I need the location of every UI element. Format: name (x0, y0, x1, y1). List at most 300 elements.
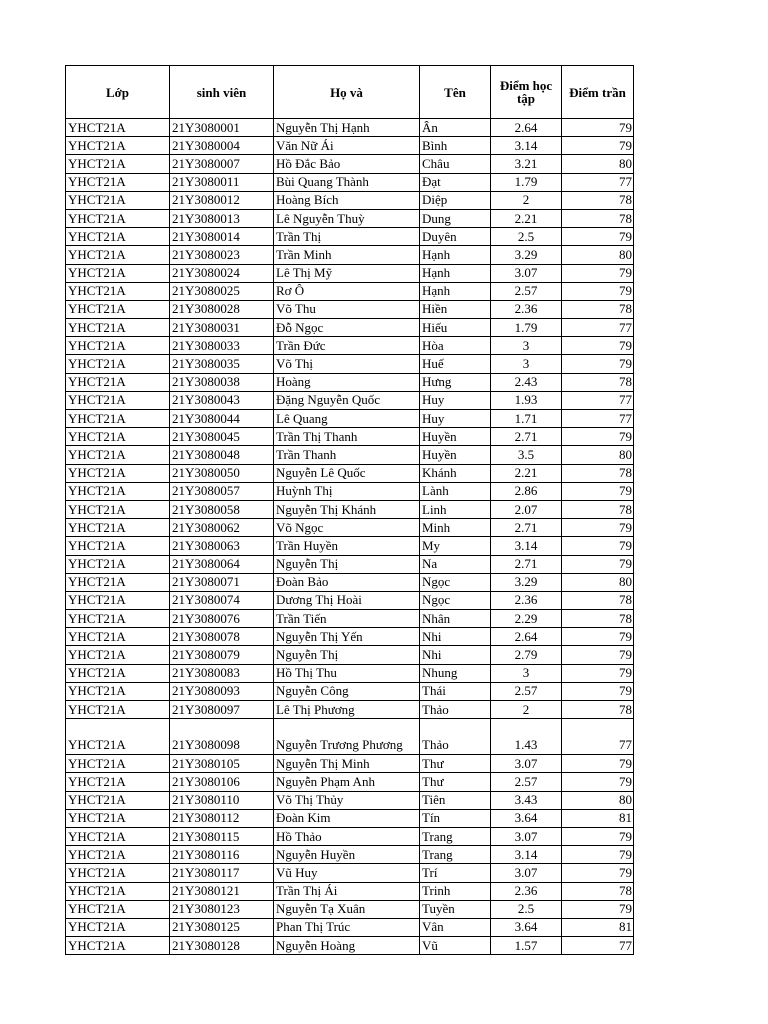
table-row (66, 882, 634, 900)
cell-diem-hoc-tap: 3.5 (491, 446, 562, 464)
cell-ten: Trinh (420, 882, 491, 900)
cell-diem-hoc-tap: 3 (491, 337, 562, 355)
cell-ten: Tuyền (420, 900, 491, 918)
cell-lop: YHCT21A (66, 719, 170, 755)
cell-diem-tran: 77 (562, 173, 634, 191)
cell-ten: Tiên (420, 791, 491, 809)
table-row (66, 464, 634, 482)
cell-diem-hoc-tap: 2 (491, 191, 562, 209)
table-row (66, 791, 634, 809)
cell-diem-tran: 79 (562, 264, 634, 282)
cell-ho-va: Bùi Quang Thành (274, 173, 420, 191)
cell-ho-va: Võ Thị (274, 355, 420, 373)
cell-lop: YHCT21A (66, 555, 170, 573)
header-row (66, 66, 634, 119)
cell-student-id: 21Y3080125 (170, 918, 274, 936)
cell-ho-va: Trần Thị Ái (274, 882, 420, 900)
table-row (66, 519, 634, 537)
table-row (66, 428, 634, 446)
cell-ten: Thư (420, 755, 491, 773)
cell-diem-hoc-tap: 3.14 (491, 846, 562, 864)
cell-lop: YHCT21A (66, 900, 170, 918)
cell-lop: YHCT21A (66, 864, 170, 882)
cell-lop: YHCT21A (66, 300, 170, 318)
cell-ho-va: Văn Nữ Ái (274, 137, 420, 155)
cell-ho-va: Nguyễn Huyền (274, 846, 420, 864)
cell-lop: YHCT21A (66, 391, 170, 409)
cell-ho-va: Nguyễn Thị Hạnh (274, 119, 420, 137)
cell-student-id: 21Y3080048 (170, 446, 274, 464)
cell-student-id: 21Y3080050 (170, 464, 274, 482)
header-ho-va: Họ và (274, 66, 420, 119)
header-diem-tran: Điểm trần (562, 66, 634, 119)
header-sinh-vien: sinh viên (170, 66, 274, 119)
cell-ho-va: Võ Ngọc (274, 519, 420, 537)
cell-ho-va: Nguyễn Thị Minh (274, 755, 420, 773)
cell-diem-hoc-tap: 3 (491, 355, 562, 373)
cell-student-id: 21Y3080007 (170, 155, 274, 173)
cell-diem-tran: 79 (562, 864, 634, 882)
cell-ten: Hòa (420, 337, 491, 355)
cell-ho-va: Phan Thị Trúc (274, 918, 420, 936)
table-row (66, 337, 634, 355)
table-row (66, 937, 634, 955)
cell-diem-tran: 77 (562, 937, 634, 955)
cell-ten: My (420, 537, 491, 555)
cell-ten: Vũ (420, 937, 491, 955)
cell-lop: YHCT21A (66, 173, 170, 191)
cell-ten: Hạnh (420, 282, 491, 300)
cell-student-id: 21Y3080074 (170, 591, 274, 609)
cell-student-id: 21Y3080116 (170, 846, 274, 864)
cell-student-id: 21Y3080112 (170, 809, 274, 827)
table-row (66, 282, 634, 300)
cell-diem-hoc-tap: 1.79 (491, 319, 562, 337)
cell-diem-hoc-tap: 2.57 (491, 282, 562, 300)
cell-ho-va: Lê Thị Mỹ (274, 264, 420, 282)
cell-ho-va: Đoàn Bảo (274, 573, 420, 591)
table-row (66, 228, 634, 246)
cell-ten: Hạnh (420, 246, 491, 264)
table-row (66, 355, 634, 373)
cell-ho-va: Trần Minh (274, 246, 420, 264)
cell-diem-tran: 79 (562, 664, 634, 682)
cell-student-id: 21Y3080013 (170, 209, 274, 227)
cell-diem-tran: 79 (562, 846, 634, 864)
cell-diem-tran: 79 (562, 682, 634, 700)
cell-lop: YHCT21A (66, 827, 170, 845)
cell-diem-hoc-tap: 3.14 (491, 537, 562, 555)
cell-diem-tran: 79 (562, 228, 634, 246)
cell-lop: YHCT21A (66, 282, 170, 300)
cell-ten: Trí (420, 864, 491, 882)
cell-ten: Đạt (420, 173, 491, 191)
cell-student-id: 21Y3080057 (170, 482, 274, 500)
cell-ho-va: Trần Thị Thanh (274, 428, 420, 446)
cell-lop: YHCT21A (66, 846, 170, 864)
cell-diem-tran: 80 (562, 446, 634, 464)
cell-student-id: 21Y3080105 (170, 755, 274, 773)
cell-diem-tran: 79 (562, 137, 634, 155)
cell-diem-hoc-tap: 3.07 (491, 755, 562, 773)
cell-lop: YHCT21A (66, 701, 170, 719)
cell-diem-hoc-tap: 2.71 (491, 519, 562, 537)
cell-diem-tran: 79 (562, 755, 634, 773)
cell-diem-tran: 78 (562, 300, 634, 318)
cell-diem-tran: 78 (562, 373, 634, 391)
cell-student-id: 21Y3080078 (170, 628, 274, 646)
cell-lop: YHCT21A (66, 246, 170, 264)
cell-ho-va: Trần Thị (274, 228, 420, 246)
cell-student-id: 21Y3080064 (170, 555, 274, 573)
cell-diem-hoc-tap: 3.21 (491, 155, 562, 173)
cell-diem-hoc-tap: 2.57 (491, 682, 562, 700)
cell-ten: Nhân (420, 610, 491, 628)
cell-diem-hoc-tap: 3.07 (491, 864, 562, 882)
cell-student-id: 21Y3080083 (170, 664, 274, 682)
cell-ten: Nhung (420, 664, 491, 682)
cell-student-id: 21Y3080028 (170, 300, 274, 318)
cell-student-id: 21Y3080001 (170, 119, 274, 137)
cell-diem-hoc-tap: 2.5 (491, 228, 562, 246)
table-row (66, 373, 634, 391)
table-row (66, 573, 634, 591)
cell-ho-va: Dương Thị Hoài (274, 591, 420, 609)
cell-diem-tran: 79 (562, 428, 634, 446)
table-row (66, 264, 634, 282)
cell-diem-tran: 78 (562, 591, 634, 609)
cell-ten: Huy (420, 410, 491, 428)
cell-lop: YHCT21A (66, 137, 170, 155)
cell-lop: YHCT21A (66, 355, 170, 373)
cell-ten: Thái (420, 682, 491, 700)
cell-ho-va: Nguyễn Thị Yến (274, 628, 420, 646)
cell-ho-va: Nguyễn Tạ Xuân (274, 900, 420, 918)
table-row (66, 610, 634, 628)
cell-student-id: 21Y3080079 (170, 646, 274, 664)
cell-diem-hoc-tap: 2.36 (491, 591, 562, 609)
cell-diem-tran: 79 (562, 628, 634, 646)
cell-diem-hoc-tap: 2.29 (491, 610, 562, 628)
cell-ho-va: Nguyễn Công (274, 682, 420, 700)
table-row (66, 391, 634, 409)
cell-student-id: 21Y3080045 (170, 428, 274, 446)
table-row (66, 500, 634, 518)
table-row (66, 682, 634, 700)
table-row (66, 719, 634, 755)
cell-student-id: 21Y3080025 (170, 282, 274, 300)
cell-diem-tran: 79 (562, 119, 634, 137)
cell-diem-hoc-tap: 3.07 (491, 264, 562, 282)
cell-ten: Hưng (420, 373, 491, 391)
cell-student-id: 21Y3080093 (170, 682, 274, 700)
cell-ten: Châu (420, 155, 491, 173)
cell-lop: YHCT21A (66, 155, 170, 173)
cell-diem-hoc-tap: 2.57 (491, 773, 562, 791)
cell-ten: Ngọc (420, 591, 491, 609)
cell-lop: YHCT21A (66, 882, 170, 900)
cell-ho-va: Nguyễn Trương Phương (274, 719, 420, 755)
cell-student-id: 21Y3080014 (170, 228, 274, 246)
cell-diem-hoc-tap: 2.64 (491, 628, 562, 646)
cell-student-id: 21Y3080004 (170, 137, 274, 155)
cell-diem-hoc-tap: 3.29 (491, 573, 562, 591)
cell-lop: YHCT21A (66, 464, 170, 482)
cell-ho-va: Nguyễn Phạm Anh (274, 773, 420, 791)
cell-lop: YHCT21A (66, 209, 170, 227)
cell-diem-tran: 80 (562, 155, 634, 173)
cell-ho-va: Hồ Đắc Bảo (274, 155, 420, 173)
cell-ho-va: Hồ Thảo (274, 827, 420, 845)
table-row (66, 864, 634, 882)
cell-ten: Thảo (420, 719, 491, 755)
cell-ten: Huế (420, 355, 491, 373)
cell-ten: Trang (420, 827, 491, 845)
cell-ho-va: Trần Huyền (274, 537, 420, 555)
cell-ten: Dung (420, 209, 491, 227)
cell-diem-tran: 79 (562, 900, 634, 918)
cell-diem-tran: 81 (562, 918, 634, 936)
cell-diem-hoc-tap: 2 (491, 701, 562, 719)
cell-ho-va: Vũ Huy (274, 864, 420, 882)
table-row (66, 628, 634, 646)
cell-diem-tran: 79 (562, 519, 634, 537)
cell-student-id: 21Y3080115 (170, 827, 274, 845)
cell-lop: YHCT21A (66, 537, 170, 555)
table-row (66, 482, 634, 500)
cell-lop: YHCT21A (66, 410, 170, 428)
table-row (66, 555, 634, 573)
cell-diem-hoc-tap: 3 (491, 664, 562, 682)
cell-lop: YHCT21A (66, 373, 170, 391)
cell-ten: Trang (420, 846, 491, 864)
cell-ho-va: Nguyễn Hoàng (274, 937, 420, 955)
cell-diem-hoc-tap: 2.36 (491, 882, 562, 900)
cell-ho-va: Nguyễn Thị Khánh (274, 500, 420, 518)
cell-ten: Huyền (420, 428, 491, 446)
cell-student-id: 21Y3080128 (170, 937, 274, 955)
cell-ho-va: Đoàn Kim (274, 809, 420, 827)
cell-ho-va: Võ Thu (274, 300, 420, 318)
cell-lop: YHCT21A (66, 319, 170, 337)
cell-diem-hoc-tap: 2.36 (491, 300, 562, 318)
cell-ho-va: Trần Đức (274, 337, 420, 355)
cell-ten: Na (420, 555, 491, 573)
cell-diem-tran: 79 (562, 282, 634, 300)
table-row (66, 119, 634, 137)
cell-student-id: 21Y3080038 (170, 373, 274, 391)
table-row (66, 191, 634, 209)
cell-diem-hoc-tap: 2.86 (491, 482, 562, 500)
cell-student-id: 21Y3080044 (170, 410, 274, 428)
table-row (66, 773, 634, 791)
table-row (66, 537, 634, 555)
cell-ho-va: Đỗ Ngọc (274, 319, 420, 337)
cell-diem-tran: 78 (562, 191, 634, 209)
cell-ten: Nhi (420, 628, 491, 646)
cell-lop: YHCT21A (66, 573, 170, 591)
cell-ho-va: Võ Thị Thủy (274, 791, 420, 809)
cell-diem-hoc-tap: 1.43 (491, 719, 562, 755)
cell-ho-va: Lê Thị Phương (274, 701, 420, 719)
cell-diem-hoc-tap: 1.93 (491, 391, 562, 409)
cell-ho-va: Nguyễn Lê Quốc (274, 464, 420, 482)
cell-diem-hoc-tap: 2.5 (491, 900, 562, 918)
cell-student-id: 21Y3080031 (170, 319, 274, 337)
cell-lop: YHCT21A (66, 337, 170, 355)
table-row (66, 446, 634, 464)
cell-student-id: 21Y3080011 (170, 173, 274, 191)
cell-lop: YHCT21A (66, 646, 170, 664)
table-row (66, 300, 634, 318)
cell-diem-hoc-tap: 2.64 (491, 119, 562, 137)
cell-lop: YHCT21A (66, 937, 170, 955)
table-row (66, 246, 634, 264)
table-row (66, 155, 634, 173)
table-row (66, 591, 634, 609)
table-row (66, 646, 634, 664)
table-row (66, 173, 634, 191)
cell-diem-tran: 79 (562, 537, 634, 555)
cell-ten: Vân (420, 918, 491, 936)
cell-diem-hoc-tap: 2.07 (491, 500, 562, 518)
cell-ho-va: Nguyễn Thị (274, 646, 420, 664)
cell-diem-tran: 79 (562, 827, 634, 845)
cell-ten: Hạnh (420, 264, 491, 282)
table-row (66, 900, 634, 918)
cell-student-id: 21Y3080035 (170, 355, 274, 373)
cell-diem-tran: 79 (562, 482, 634, 500)
cell-diem-hoc-tap: 1.79 (491, 173, 562, 191)
cell-student-id: 21Y3080076 (170, 610, 274, 628)
cell-lop: YHCT21A (66, 264, 170, 282)
cell-ten: Khánh (420, 464, 491, 482)
cell-ho-va: Lê Nguyễn Thuỳ (274, 209, 420, 227)
cell-diem-tran: 81 (562, 809, 634, 827)
cell-diem-tran: 79 (562, 773, 634, 791)
cell-lop: YHCT21A (66, 446, 170, 464)
cell-diem-hoc-tap: 2.71 (491, 555, 562, 573)
cell-diem-tran: 77 (562, 391, 634, 409)
cell-ten: Hiền (420, 300, 491, 318)
header-diem-hoc-tap: Điểm học tập (491, 66, 562, 119)
cell-diem-hoc-tap: 2.79 (491, 646, 562, 664)
cell-diem-hoc-tap: 3.14 (491, 137, 562, 155)
cell-diem-tran: 78 (562, 610, 634, 628)
cell-ho-va: Rơ Ô (274, 282, 420, 300)
cell-ho-va: Trần Tiến (274, 610, 420, 628)
student-score-table (65, 65, 634, 955)
cell-student-id: 21Y3080062 (170, 519, 274, 537)
cell-diem-hoc-tap: 2.43 (491, 373, 562, 391)
cell-lop: YHCT21A (66, 191, 170, 209)
cell-diem-hoc-tap: 2.71 (491, 428, 562, 446)
cell-diem-tran: 78 (562, 882, 634, 900)
cell-diem-hoc-tap: 3.64 (491, 809, 562, 827)
cell-ho-va: Hồ Thị Thu (274, 664, 420, 682)
cell-lop: YHCT21A (66, 610, 170, 628)
cell-ho-va: Đặng Nguyễn Quốc (274, 391, 420, 409)
cell-student-id: 21Y3080110 (170, 791, 274, 809)
cell-ten: Diệp (420, 191, 491, 209)
cell-diem-tran: 79 (562, 337, 634, 355)
cell-lop: YHCT21A (66, 773, 170, 791)
cell-student-id: 21Y3080063 (170, 537, 274, 555)
cell-lop: YHCT21A (66, 119, 170, 137)
cell-diem-tran: 78 (562, 701, 634, 719)
cell-lop: YHCT21A (66, 428, 170, 446)
cell-diem-hoc-tap: 2.21 (491, 209, 562, 227)
cell-lop: YHCT21A (66, 228, 170, 246)
cell-ho-va: Trần Thanh (274, 446, 420, 464)
header-lop: Lớp (66, 66, 170, 119)
cell-student-id: 21Y3080043 (170, 391, 274, 409)
cell-ten: Ân (420, 119, 491, 137)
cell-ho-va: Lê Quang (274, 410, 420, 428)
cell-ten: Duyên (420, 228, 491, 246)
table-row (66, 827, 634, 845)
table-row (66, 410, 634, 428)
cell-diem-tran: 80 (562, 791, 634, 809)
cell-lop: YHCT21A (66, 500, 170, 518)
cell-diem-tran: 78 (562, 209, 634, 227)
table-row (66, 137, 634, 155)
cell-lop: YHCT21A (66, 482, 170, 500)
cell-lop: YHCT21A (66, 519, 170, 537)
cell-lop: YHCT21A (66, 918, 170, 936)
cell-student-id: 21Y3080033 (170, 337, 274, 355)
cell-ho-va: Nguyễn Thị (274, 555, 420, 573)
cell-diem-tran: 77 (562, 319, 634, 337)
cell-lop: YHCT21A (66, 682, 170, 700)
cell-student-id: 21Y3080012 (170, 191, 274, 209)
cell-student-id: 21Y3080098 (170, 719, 274, 755)
table-row (66, 809, 634, 827)
cell-ten: Tín (420, 809, 491, 827)
cell-student-id: 21Y3080058 (170, 500, 274, 518)
cell-ten: Nhi (420, 646, 491, 664)
cell-ho-va: Hoàng (274, 373, 420, 391)
cell-diem-tran: 78 (562, 500, 634, 518)
cell-diem-hoc-tap: 1.71 (491, 410, 562, 428)
cell-diem-tran: 79 (562, 646, 634, 664)
cell-student-id: 21Y3080024 (170, 264, 274, 282)
cell-ten: Thảo (420, 701, 491, 719)
cell-diem-tran: 79 (562, 555, 634, 573)
table-row (66, 918, 634, 936)
cell-diem-hoc-tap: 3.07 (491, 827, 562, 845)
cell-ten: Huyền (420, 446, 491, 464)
cell-lop: YHCT21A (66, 628, 170, 646)
cell-diem-hoc-tap: 1.57 (491, 937, 562, 955)
cell-student-id: 21Y3080097 (170, 701, 274, 719)
cell-ten: Linh (420, 500, 491, 518)
table-row (66, 846, 634, 864)
header-ten: Tên (420, 66, 491, 119)
cell-lop: YHCT21A (66, 591, 170, 609)
table-body (66, 119, 634, 955)
cell-diem-hoc-tap: 2.21 (491, 464, 562, 482)
cell-student-id: 21Y3080071 (170, 573, 274, 591)
cell-diem-tran: 77 (562, 719, 634, 755)
cell-ten: Hiếu (420, 319, 491, 337)
table-row (66, 319, 634, 337)
cell-ho-va: Huỳnh Thị (274, 482, 420, 500)
table-row (66, 755, 634, 773)
cell-diem-tran: 78 (562, 464, 634, 482)
cell-ten: Lành (420, 482, 491, 500)
cell-diem-hoc-tap: 3.64 (491, 918, 562, 936)
